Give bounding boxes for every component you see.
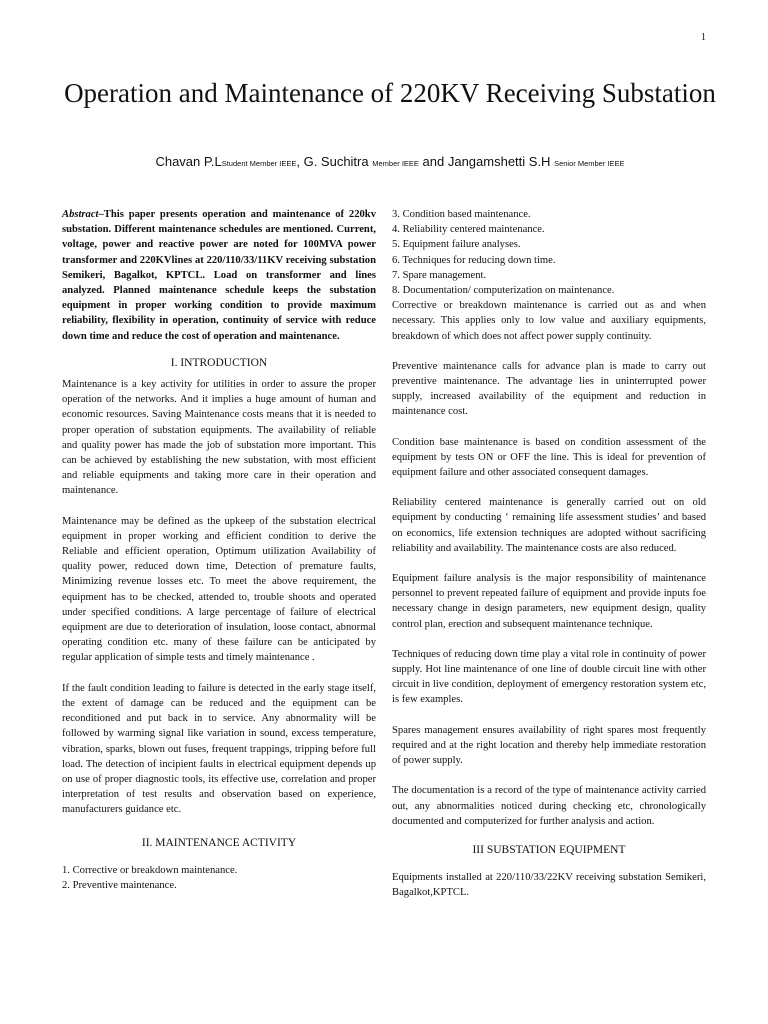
right-column [392, 207, 706, 901]
paragraph-documentation: The documentation is a record of the type of maintenance activity carried out, any abnormalities noticed during checking etc, chronologically documented and computerized for further analysis and action. [392, 785, 706, 827]
author-line [60, 154, 720, 169]
abstract [62, 207, 376, 344]
list-item: 8. Documentation/ computerization on maintenance. [392, 285, 615, 297]
list-item: 7. Spare management. [392, 269, 487, 281]
paragraph-spares: Spares management ensures availability of right spares most frequently required and at the right location and thereby help immediate restoration of power supply. [392, 724, 706, 767]
paragraph-condition-based: Condition base maintenance is based on condition assessment of the equipment by tests ON or OFF the line. This is ideal for prevention of equipment failure and other associated consequent damages. [392, 436, 706, 479]
abstract-lead: Abstract [62, 209, 99, 220]
author-name: G. Suchitra [303, 154, 369, 169]
author-separator: , [296, 154, 304, 169]
left-column [62, 207, 376, 893]
paragraph-reliability-centered: Reliability centered maintenance is generally carried out on old equipment by conducting ‘ remaining life assessment studies’ and based on economics, life extension techniques are adopted without sacrificing reliability and availability. The maintenance costs are also reduced. [392, 497, 706, 554]
intro-paragraph: If the fault condition leading to failure is detected in the early stage itself, the extent of damage can be reduced and the equipment can be reconditioned and put back in to service. Any abnormality will be followed by warming signal like variation in sound, excess temperature, vibration, sparks, blown out fuses, frequent trappings, tripping before full load. The detection of incipient faults in electrical equipment depends up on use of proper diagnostic tools, its effective use, correlation and proper interpretation of test results and observation based on experience, manufacturers guidance etc. [62, 682, 376, 816]
paragraph-corrective: Corrective or breakdown maintenance is carried out as and when necessary. This applies only to low value and auxiliary equipments, breakdown of which does not affect power supply continuity. [392, 300, 706, 342]
paragraph-equipments: Equipments installed at 220/110/33/22KV receiving substation Semikeri, Bagalkot,KPTCL. [392, 872, 706, 899]
paragraph-down-time: Techniques of reducing down time play a vital role in continuity of power supply. Hot line maintenance of one line of double circuit line with other circuit in live condition, deployment of emergency restoration system etc, is few examples. [392, 648, 706, 706]
list-item: 4. Reliability centered maintenance. [392, 224, 545, 236]
paragraph-failure-analysis: Equipment failure analysis is the major responsibility of maintenance personnel to prevent repeated failure of equipment and provide inputs foe necessary change in design parameters, new equipment design, quality control plan, erection and subsequent maintenance technique. [392, 573, 706, 630]
intro-paragraph: Maintenance is a key activity for utilities in order to assure the proper operation of the networks. And it implies a huge amount of human and economic resources. Saving Maintenance costs means that it is needed to proper operation of substation equipments. The availability of reliable and quality power has made the job of substation more important. This can be achieved by establishing the new substation, with most efficient and reliable equipments and taking more care in their operation and maintenance. [62, 379, 376, 497]
paper-title: Operation and Maintenance of 220KV Receiving Substation [64, 78, 716, 108]
section-heading-substation-equipment: III SUBSTATION EQUIPMENT [472, 843, 626, 856]
section-heading-introduction: I. INTRODUCTION [170, 356, 268, 369]
list-item: 3. Condition based maintenance. [392, 209, 531, 220]
intro-paragraph: Maintenance may be defined as the upkeep of the substation electrical equipment in proper working and efficient condition to derive the Reliable and efficient operation, Optimum utilization Availability of quality power, reduced down time, Detection of premature faults, Minimizing revenue losses etc. To meet the above requirement, the equipment has to be checked, attended to, trouble shoots and operated under specified conditions. A large percentage of failure of electrical equipment are due to deterioration of insulation, loose contact, abnormal operating condition etc. many of these failure can be anticipated by regular application of simple tests and timely maintenance . [62, 515, 376, 664]
author-membership: Member IEEE [372, 159, 419, 168]
list-item: 2. Preventive maintenance. [62, 879, 177, 891]
section-heading-maintenance-activity: II. MAINTENANCE ACTIVITY [141, 836, 297, 849]
list-item: 6. Techniques for reducing down time. [392, 254, 556, 266]
author-separator: and [418, 154, 448, 169]
abstract-text: –This paper presents operation and maintenance of 220kv substation. Different maintenance schedules are mentioned. Current, voltage, power and reactive power are noted for 100MVA power transformer and 220KVlines at 220/110/33/11KV receiving substation Semikeri, Bagalkot, KPTCL. Load on transformer and lines analyzed. Planned maintenance schedule keeps the substation equipment in proper working condition to provide maximum reliability, flexibility in operation, continuity of service with reduce down time and reduce the cost of operation and maintenance. [62, 209, 376, 342]
author-name: Chavan P.L [155, 154, 222, 169]
paragraph-preventive: Preventive maintenance calls for advance plan is made to carry out preventive maintenance. The advantage lies in uninterrupted power supply, increased availability of the equipment and reduction in maintenance cost. [392, 360, 706, 418]
author-membership: Senior Member IEEE [554, 159, 625, 168]
page-number: 1 [701, 32, 706, 43]
author-membership: Student Member IEEE [221, 159, 297, 168]
author-name: Jangamshetti S.H [447, 154, 551, 169]
list-item: 1. Corrective or breakdown maintenance. [62, 864, 238, 876]
list-item: 5. Equipment failure analyses. [392, 239, 521, 251]
